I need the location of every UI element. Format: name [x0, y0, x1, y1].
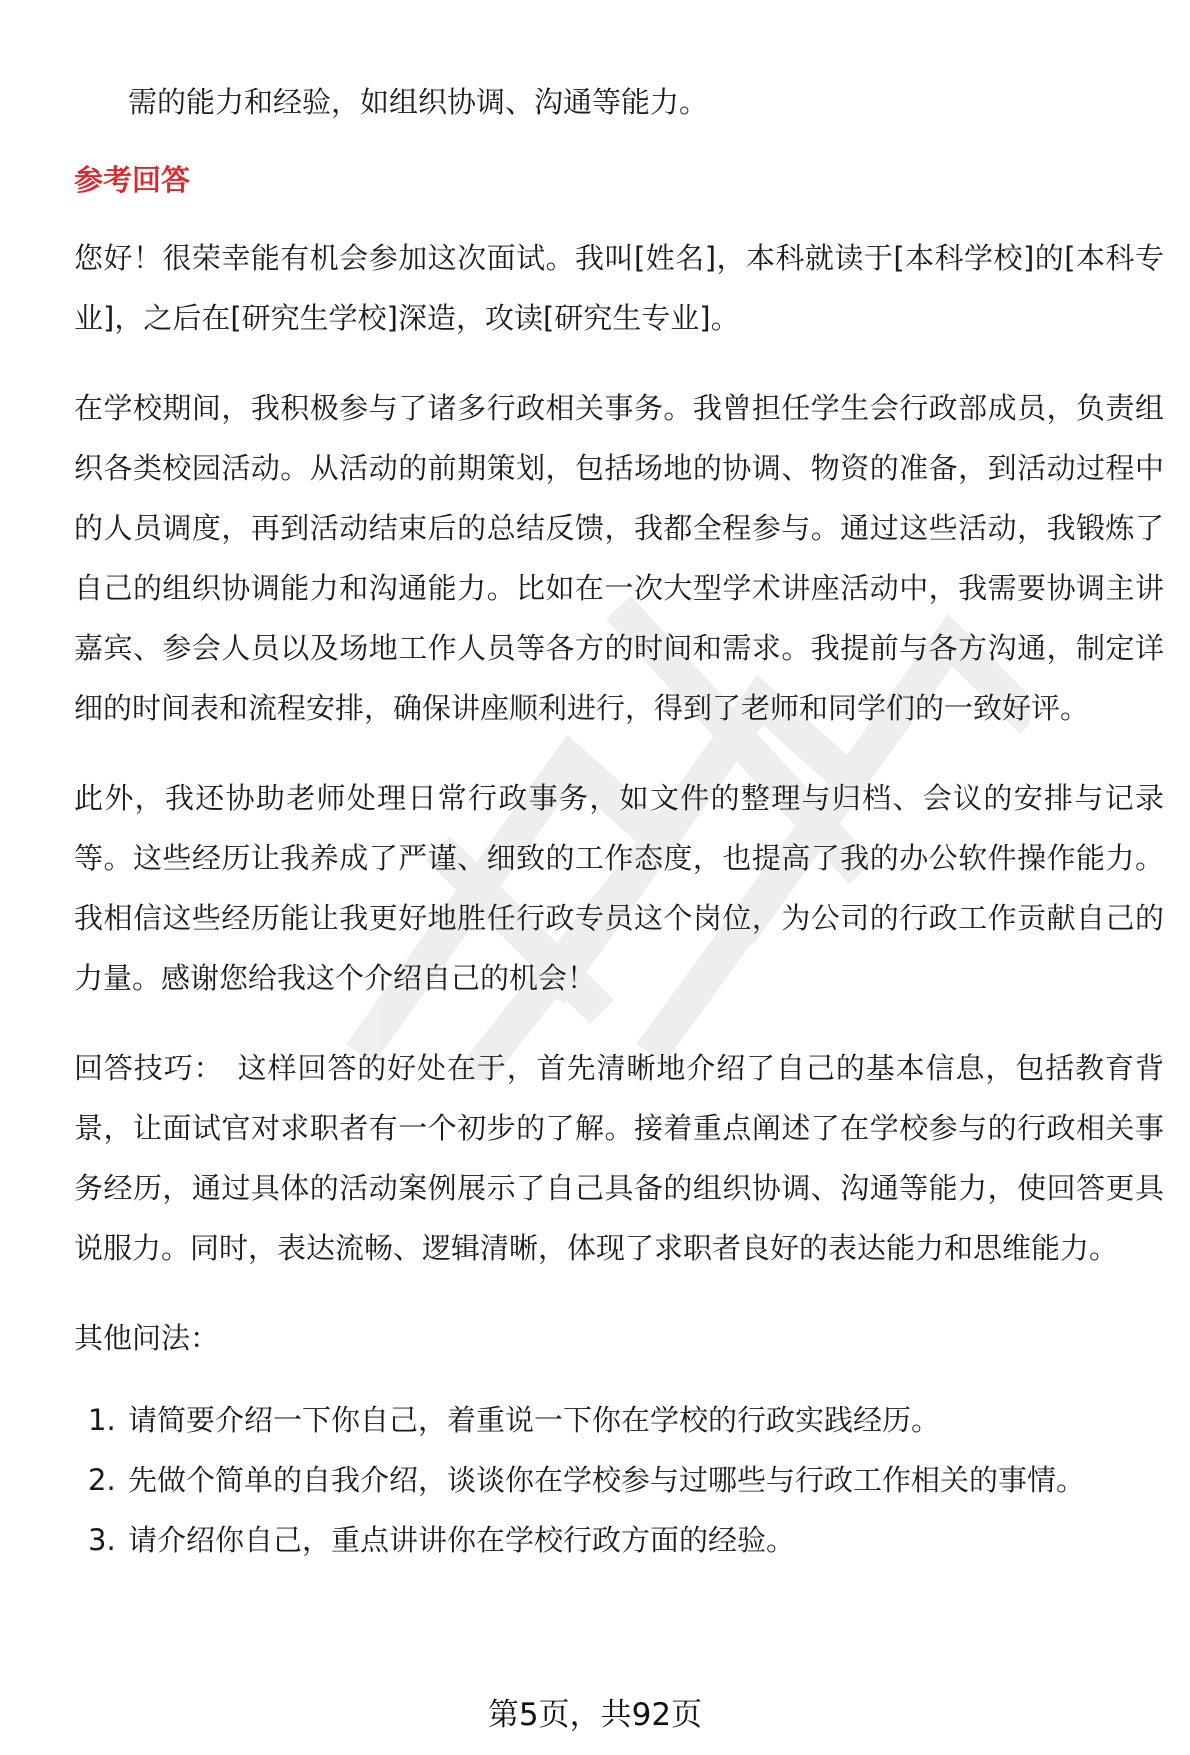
- answer-heading: 参考回答: [74, 163, 191, 197]
- list-item-text: 请简要介绍一下你自己，着重说一下你在学校的行政实践经历。: [128, 1403, 941, 1437]
- list-item: [88, 1450, 1164, 1510]
- list-number: 3.: [88, 1523, 116, 1557]
- other-questions-label: 其他问法：: [74, 1321, 220, 1355]
- list-number: 2.: [88, 1463, 116, 1497]
- list-number: 1.: [88, 1403, 116, 1437]
- other-questions-list: [74, 1390, 1164, 1570]
- list-item: [88, 1390, 1164, 1450]
- answer-paragraph-3: 此外，我还协助老师处理日常行政事务，如文件的整理与归档、会议的安排与记录等。这些经历让我养成了严谨、细致的工作态度，也提高了我的办公软件操作能力。我相信这些经历能让我更好地胜任行政专员这个岗位，为公司的行政工作贡献自己的力量。感谢您给我这个介绍自己的机会！: [74, 781, 1164, 995]
- tips-paragraph: [74, 1038, 1164, 1278]
- continuation-line: 需的能力和经验，如组织协调、沟通等能力。: [128, 85, 709, 119]
- list-item-text: 请介绍你自己，重点讲讲你在学校行政方面的经验。: [128, 1523, 796, 1557]
- document-content: [74, 72, 1164, 1570]
- tips-text: 这样回答的好处在于，首先清晰地介绍了自己的基本信息，包括教育背景，让面试官对求职者有一个初步的了解。接着重点阐述了在学校参与的行政相关事务经历，通过具体的活动案例展示了自己具备的组织协调、沟通等能力，使回答更具说服力。同时，表达流畅、逻辑清晰，体现了求职者良好的表达能力和思维能力。: [74, 1051, 1164, 1265]
- tips-label: 回答技巧：: [74, 1051, 224, 1085]
- answer-paragraph-2: 在学校期间，我积极参与了诸多行政相关事务。我曾担任学生会行政部成员，负责组织各类校园活动。从活动的前期策划，包括场地的协调、物资的准备，到活动过程中的人员调度，再到活动结束后的总结反馈，我都全程参与。通过这些活动，我锻炼了自己的组织协调能力和沟通能力。比如在一次大型学术讲座活动中，我需要协调主讲嘉宾、参会人员以及场地工作人员等各方的时间和需求。我提前与各方沟通，制定详细的时间表和流程安排，确保讲座顺利进行，得到了老师和同学们的一致好评。: [74, 391, 1164, 725]
- page-footer: 第5页，共92页: [487, 1697, 703, 1733]
- list-item-text: 先做个简单的自我介绍，谈谈你在学校参与过哪些与行政工作相关的事情。: [128, 1463, 1086, 1497]
- answer-paragraph-1: 您好！很荣幸能有机会参加这次面试。我叫[姓名]，本科就读于[本科学校]的[本科专业]，之后在[研究生学校]深造，攻读[研究生专业]。: [74, 241, 1164, 335]
- list-item: [88, 1510, 1164, 1570]
